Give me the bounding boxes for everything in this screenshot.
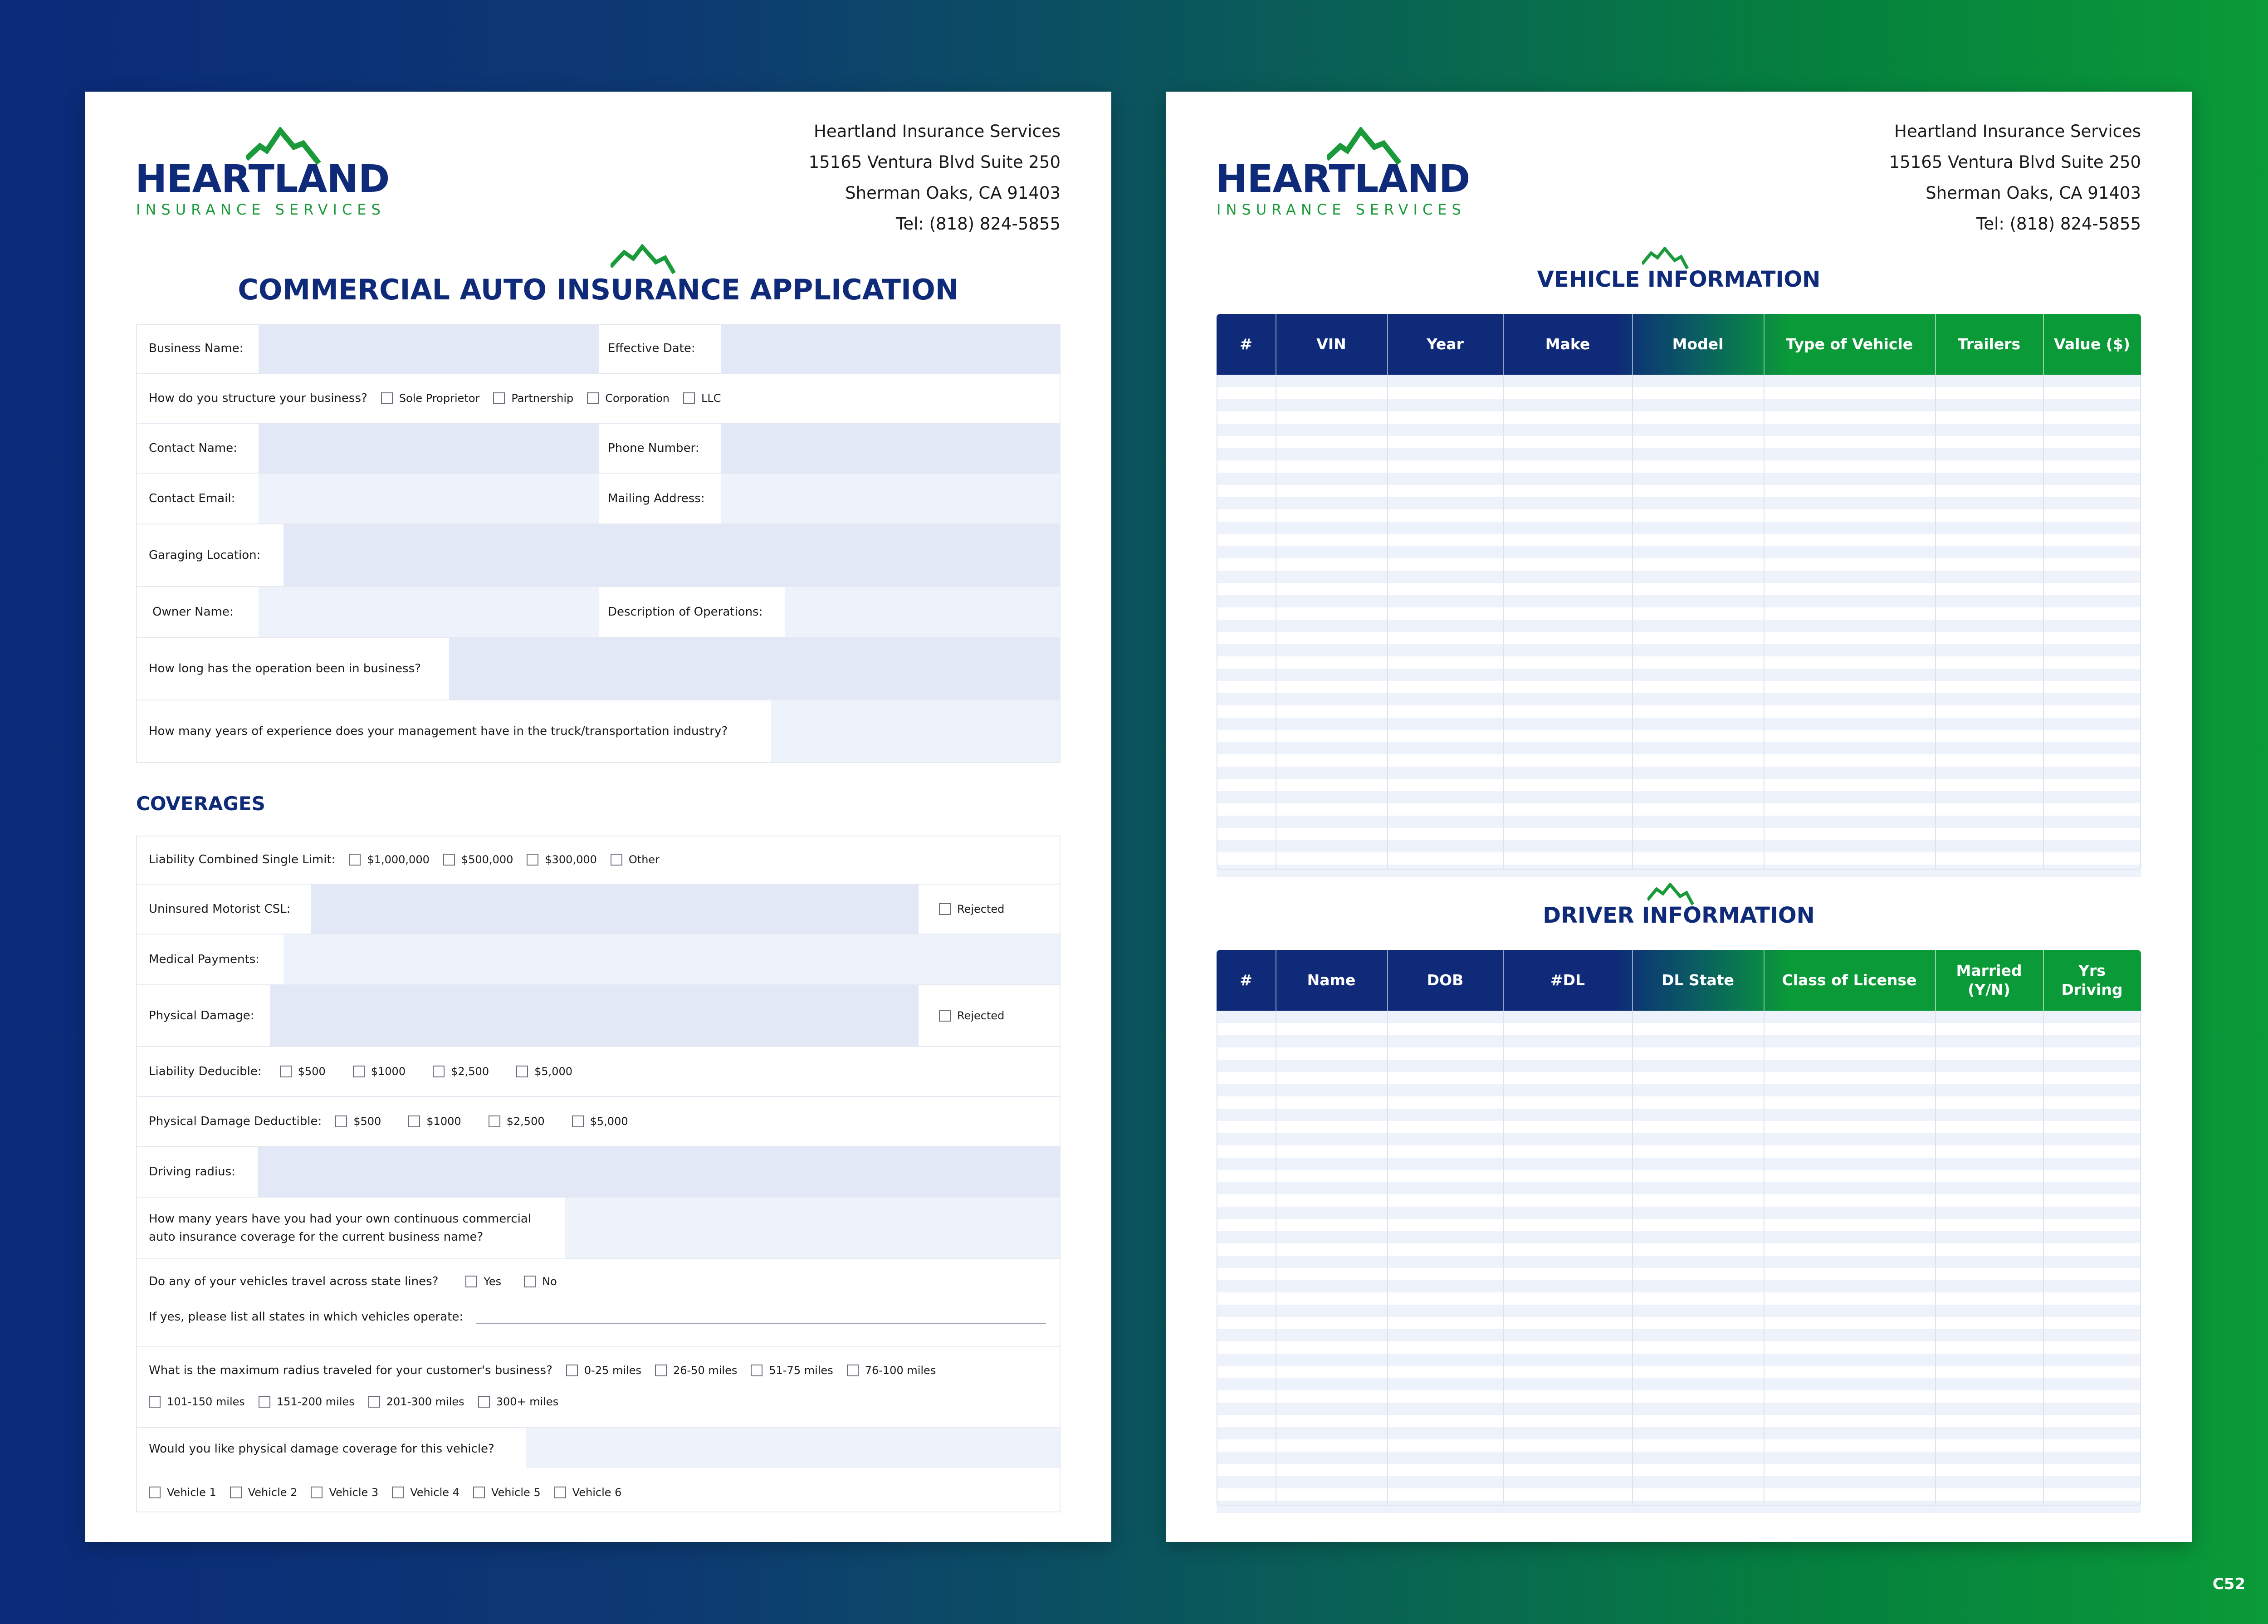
corporation-checkbox[interactable]: Corporation	[587, 392, 670, 405]
vehicle-col-vin: VIN	[1316, 335, 1346, 353]
address-line: Sherman Oaks, CA 91403	[845, 183, 1061, 203]
driver-col-name: Name	[1307, 971, 1356, 989]
address-line: Heartland Insurance Services	[814, 122, 1061, 141]
vehicle-table-header	[1217, 314, 2141, 375]
medical-payments-label: Medical Payments:	[149, 953, 260, 966]
header-divider	[1764, 950, 1765, 1011]
llc-checkbox[interactable]: LLC	[683, 392, 721, 405]
address-line: Tel: (818) 824-5855	[896, 214, 1061, 234]
max-radius-question: What is the maximum radius traveled for your customer's business?	[149, 1364, 552, 1377]
vehicle-col-value: Value ($)	[2054, 335, 2130, 353]
driver-col-dob: DOB	[1427, 971, 1464, 989]
uninsured-rejected-checkbox[interactable]: Rejected	[939, 903, 1004, 915]
physical-rejected-checkbox[interactable]: Rejected	[939, 1009, 1004, 1022]
vehicle-col-year: Year	[1427, 335, 1464, 353]
radius-101-150-checkbox[interactable]: 101-150 miles	[149, 1395, 245, 1408]
page-title: COMMERCIAL AUTO INSURANCE APPLICATION	[85, 273, 1111, 306]
contact-name-label: Contact Name:	[149, 441, 237, 455]
driver-information-title: DRIVER INFORMATION	[1166, 903, 2192, 928]
vehicle-table	[1217, 314, 2141, 870]
state-lines-yes-checkbox[interactable]: Yes	[465, 1275, 501, 1288]
applicant-frame	[136, 324, 1061, 763]
address-line: Tel: (818) 824-5855	[1976, 214, 2141, 234]
header-divider	[1935, 950, 1936, 1011]
table-border	[1217, 375, 2141, 870]
mountain-icon	[611, 244, 683, 276]
csl-other-checkbox[interactable]: Other	[611, 853, 660, 866]
company-address	[809, 116, 1061, 240]
phys-ded-1000-checkbox[interactable]: $1000	[408, 1115, 461, 1128]
driver-col-married: Married (Y/N)	[1956, 962, 2022, 998]
vehicle-col-trailers: Trailers	[1957, 335, 2021, 353]
contact-email-label: Contact Email:	[149, 492, 235, 505]
coverages-heading: COVERAGES	[136, 792, 265, 815]
liability-csl-label: Liability Combined Single Limit:	[149, 853, 336, 866]
liab-ded-500-checkbox[interactable]: $500	[280, 1065, 326, 1078]
page-tag: C52	[2212, 1575, 2245, 1593]
vehicle-3-checkbox[interactable]: Vehicle 3	[311, 1486, 378, 1499]
driver-table-body[interactable]	[1217, 1011, 2141, 1506]
radius-26-50-checkbox[interactable]: 26-50 miles	[655, 1364, 737, 1377]
driving-radius-label: Driving radius:	[149, 1165, 235, 1179]
company-address	[1889, 116, 2141, 240]
application-page	[85, 92, 1111, 1542]
garaging-location-label: Garaging Location:	[149, 548, 261, 562]
address-line: 15165 Ventura Blvd Suite 250	[1889, 152, 2141, 172]
address-line: Sherman Oaks, CA 91403	[1926, 183, 2141, 203]
effective-date-label: Effective Date:	[608, 342, 695, 355]
radius-0-25-checkbox[interactable]: 0-25 miles	[566, 1364, 641, 1377]
physical-damage-label: Physical Damage:	[149, 1009, 254, 1022]
vehicle-col-make: Make	[1545, 335, 1590, 353]
header-divider	[1764, 314, 1765, 375]
radius-76-100-checkbox[interactable]: 76-100 miles	[847, 1364, 936, 1377]
list-states-label: If yes, please list all states in which vehicles operate:	[149, 1310, 464, 1324]
address-line: 15165 Ventura Blvd Suite 250	[808, 152, 1061, 172]
information-page	[1166, 92, 2192, 1542]
radius-201-300-checkbox[interactable]: 201-300 miles	[368, 1395, 464, 1408]
csl-500000-checkbox[interactable]: $500,000	[443, 853, 513, 866]
driver-table	[1217, 950, 2141, 1506]
heartland-logo	[1216, 127, 1470, 218]
header-divider	[1632, 950, 1633, 1011]
physical-coverage-question: Would you like physical damage coverage for this vehicle?	[149, 1442, 494, 1456]
liability-deductible-label: Liability Deducible:	[149, 1065, 262, 1078]
vehicle-col-number: #	[1240, 335, 1252, 353]
mountain-icon	[1647, 883, 1697, 906]
mailing-address-label: Mailing Address:	[608, 492, 705, 505]
logo-tagline: INSURANCE SERVICES	[1217, 201, 1466, 218]
address-line: Heartland Insurance Services	[1894, 122, 2141, 141]
header-divider	[1503, 314, 1504, 375]
vehicle-2-checkbox[interactable]: Vehicle 2	[230, 1486, 298, 1499]
header-divider	[2043, 314, 2044, 375]
vehicle-information-title: VEHICLE INFORMATION	[1166, 267, 2192, 292]
header-divider	[1387, 950, 1388, 1011]
experience-label: How many years of experience does your management have in the truck/transportation industry?	[149, 724, 728, 738]
vehicle-col-model: Model	[1672, 335, 1724, 353]
logo-wordmark: HEARTLAND	[1216, 157, 1470, 201]
header-divider	[1387, 314, 1388, 375]
radius-300-plus-checkbox[interactable]: 300+ miles	[478, 1395, 559, 1408]
physical-deductible-label: Physical Damage Deductible:	[149, 1115, 322, 1128]
years-coverage-label: How many years have you had your own continuous commercial	[149, 1212, 532, 1226]
liab-ded-2500-checkbox[interactable]: $2,500	[433, 1065, 489, 1078]
table-border	[1217, 1011, 2141, 1506]
operations-label: Description of Operations:	[608, 605, 763, 619]
liab-ded-5000-checkbox[interactable]: $5,000	[516, 1065, 572, 1078]
owner-name-label: Owner Name:	[152, 605, 234, 619]
phys-ded-5000-checkbox[interactable]: $5,000	[572, 1115, 628, 1128]
partnership-checkbox[interactable]: Partnership	[493, 392, 573, 405]
sole-proprietor-checkbox[interactable]: Sole Proprietor	[381, 392, 480, 405]
logo-wordmark: HEARTLAND	[135, 157, 390, 201]
uninsured-motorist-label: Uninsured Motorist CSL:	[149, 902, 291, 916]
mountain-icon	[1642, 247, 1692, 270]
state-lines-question: Do any of your vehicles travel across state lines?	[149, 1275, 439, 1288]
heartland-logo	[135, 127, 390, 218]
driver-col-dl: #DL	[1550, 971, 1585, 989]
header-divider	[2043, 950, 2044, 1011]
radius-151-200-checkbox[interactable]: 151-200 miles	[259, 1395, 355, 1408]
phys-ded-500-checkbox[interactable]: $500	[335, 1115, 381, 1128]
business-name-label: Business Name:	[149, 342, 244, 355]
years-coverage-label: auto insurance coverage for the current business name?	[149, 1230, 484, 1244]
structure-question: How do you structure your business?	[149, 391, 367, 405]
vehicle-1-checkbox[interactable]: Vehicle 1	[149, 1486, 216, 1499]
vehicle-5-checkbox[interactable]: Vehicle 5	[473, 1486, 541, 1499]
header-divider	[1503, 950, 1504, 1011]
vehicle-col-type: Type of Vehicle	[1785, 335, 1913, 353]
phone-number-label: Phone Number:	[608, 441, 699, 455]
driver-table-header	[1217, 950, 2141, 1011]
how-long-label: How long has the operation been in business?	[149, 662, 421, 675]
state-lines-no-checkbox[interactable]: No	[524, 1275, 557, 1288]
driver-col-license-class: Class of License	[1782, 971, 1917, 989]
driver-col-dl-state: DL State	[1662, 971, 1734, 989]
driver-col-number: #	[1240, 971, 1252, 989]
logo-tagline: INSURANCE SERVICES	[136, 201, 386, 218]
vehicle-6-checkbox[interactable]: Vehicle 6	[554, 1486, 622, 1499]
csl-300000-checkbox[interactable]: $300,000	[527, 853, 597, 866]
liab-ded-1000-checkbox[interactable]: $1000	[353, 1065, 406, 1078]
coverages-frame	[136, 836, 1061, 1512]
vehicle-4-checkbox[interactable]: Vehicle 4	[392, 1486, 459, 1499]
phys-ded-2500-checkbox[interactable]: $2,500	[489, 1115, 545, 1128]
vehicle-table-body[interactable]	[1217, 375, 2141, 870]
radius-51-75-checkbox[interactable]: 51-75 miles	[751, 1364, 833, 1377]
csl-1000000-checkbox[interactable]: $1,000,000	[349, 853, 429, 866]
driver-col-yrs-driving: Yrs Driving	[2061, 962, 2123, 998]
header-divider	[1632, 314, 1633, 375]
header-divider	[1935, 314, 1936, 375]
